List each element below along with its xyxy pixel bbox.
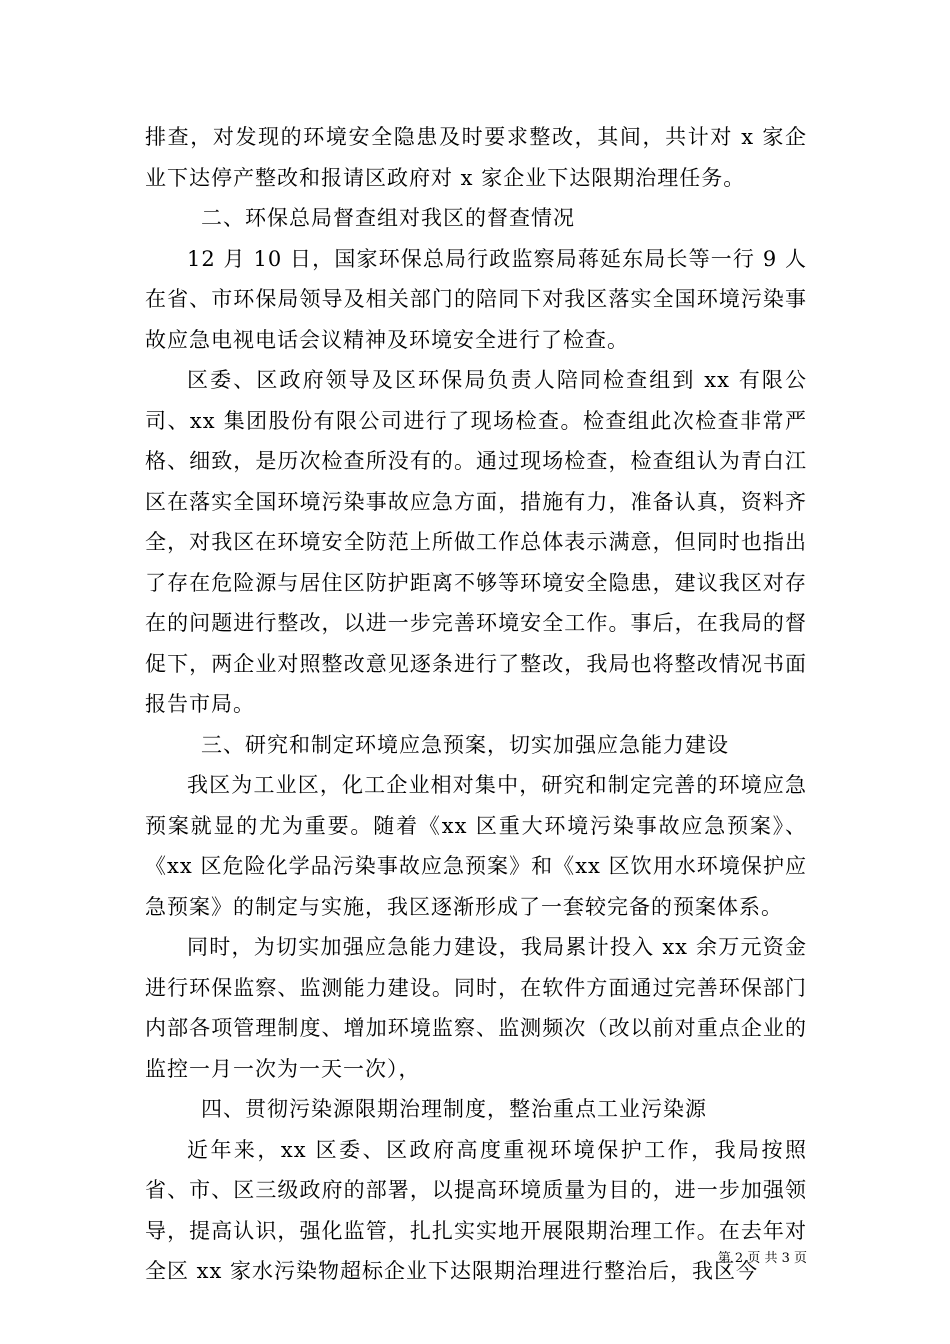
paragraph-capacity-building: 同时，为切实加强应急能力建设，我局累计投入 xx 余万元资金进行环保监察、监测能力建设。同时，在软件方面通过完善环保部门内部各项管理制度、增加环境监察、监测频次（改以前对重点企业的监控一月一次为一天一次）， — [145, 935, 807, 1081]
section-heading-3: 三、研究和制定环境应急预案，切实加强应急能力建设 — [201, 732, 729, 757]
paragraph-inspection-date: 12 月 10 日，国家环保总局行政监察局蒋延东局长等一行 9 人在省、市环保局领导及相关部门的陪同下对我区落实全国环境污染事故应急电视电话会议精神及环境安全进行了检查。 — [145, 246, 807, 352]
paragraph-inspection-result: 区委、区政府领导及区环保局负责人陪同检查组到 xx 有限公司、xx 集团股份有限公司进行了现场检查。检查组此次检查非常严格、细致，是历次检查所没有的。通过现场检查，检查组认为青白江区在落实全国环境污染事故应急方面，措施有力，准备认真，资料齐全，对我区在环境安全防范上所做工作总体表示满意，但同时也指出了存在危险源与居住区防护距离不够等环境安全隐患，建议我区对存在的问题进行整改，以进一步完善环境安全工作。事后，在我局的督促下，两企业对照整改意见逐条进行了整改，我局也将整改情况书面报告市局。 — [145, 368, 807, 716]
paragraph-continuation: 排查，对发现的环境安全隐患及时要求整改，其间，共计对 x 家企业下达停产整改和报请区政府对 x 家企业下达限期治理任务。 — [145, 125, 807, 190]
section-heading-4: 四、贯彻污染源限期治理制度，整治重点工业污染源 — [201, 1097, 707, 1121]
document-body — [145, 117, 807, 1292]
paragraph-emergency-plans: 我区为工业区，化工企业相对集中，研究和制定完善的环境应急预案就显的尤为重要。随着《xx 区重大环境污染事故应急预案》、《xx 区危险化学品污染事故应急预案》和《xx 区饮用水环境保护应急预案》的制定与实施，我区逐渐形成了一套较完备的预案体系。 — [145, 773, 807, 919]
page-number-footer: 第 2 页 共 3 页 — [717, 1251, 807, 1266]
paragraph-pollution-control: 近年来，xx 区委、区政府高度重视环境保护工作，我局按照省、市、区三级政府的部署，以提高环境质量为目的，进一步加强领导，提高认识，强化监管，扎扎实实地开展限期治理工作。在去年对全区 xx 家水污染物超标企业下达限期治理进行整治后，我区今 — [145, 1137, 807, 1283]
section-heading-2: 二、环保总局督查组对我区的督查情况 — [201, 206, 575, 230]
